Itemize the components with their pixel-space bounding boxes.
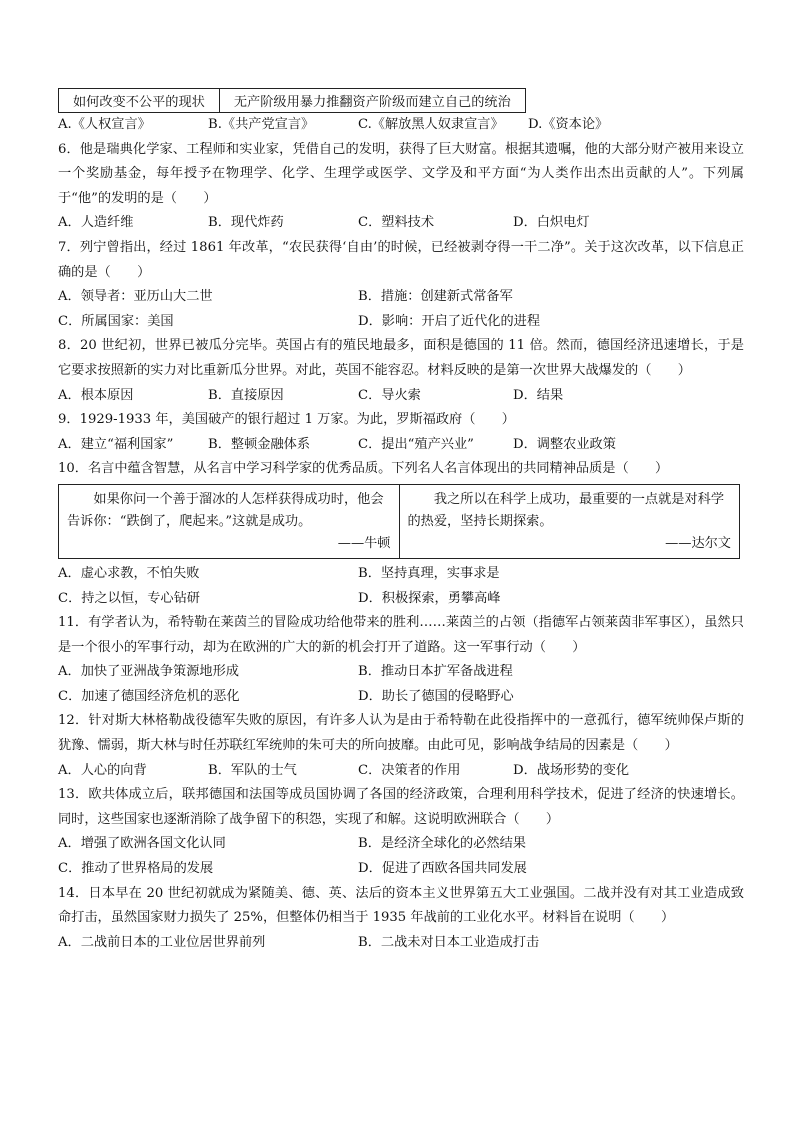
quote-darwin-source: ——达尔文 (665, 535, 731, 551)
q12-option-b[interactable]: B．军队的士气 (208, 762, 297, 778)
q9-stem: 9．1929-1933 年，美国破产的银行超过 1 万家。为此，罗斯福政府（ ） (58, 412, 515, 428)
q7-options-row1 (58, 285, 744, 310)
q6-option-b[interactable]: B．现代炸药 (208, 215, 284, 231)
q5-option-c[interactable]: C.《解放黑人奴隶宣言》 (358, 117, 504, 132)
q13-options-row1 (58, 832, 744, 857)
q11-option-c[interactable]: C．加速了德国经济危机的恶化 (58, 688, 240, 704)
q6-option-d[interactable]: D．白炽电灯 (513, 215, 590, 231)
q12-options (58, 759, 744, 784)
q5-option-a[interactable]: A.《人权宣言》 (58, 117, 151, 132)
q10-stem: 10．名言中蕴含智慧，从名言中学习科学家的优秀品质。下列名人名言体现出的共同精神品质是（ ） (58, 461, 669, 477)
q9-options (58, 433, 744, 458)
goal-table-right-cell: 无产阶级用暴力推翻资产阶级而建立自己的统治 (219, 89, 525, 113)
q13-option-d[interactable]: D．促进了西欧各国共同发展 (358, 861, 527, 877)
q11-options-row2 (58, 685, 744, 710)
goal-table-left-cell: 如何改变不公平的现状 (59, 89, 220, 113)
q13-option-b[interactable]: B．是经济全球化的必然结果 (358, 836, 526, 852)
q8-options (58, 384, 744, 409)
q7-option-b[interactable]: B．措施：创建新式常备军 (358, 289, 513, 305)
q11-option-d[interactable]: D．助长了德国的侵略野心 (358, 688, 514, 704)
q10-option-d[interactable]: D．积极探索，勇攀高峰 (358, 590, 501, 606)
q13-options-row2 (58, 857, 744, 882)
q5-option-d[interactable]: D.《资本论》 (528, 117, 609, 132)
goal-table (58, 88, 526, 113)
q8-option-b[interactable]: B．直接原因 (208, 387, 284, 403)
q8-option-a[interactable]: A．根本原因 (58, 387, 134, 403)
q13-stem: 13．欧共体成立后，联邦德国和法国等成员国协调了各国的经济政策，合理利用科学技术，促进了经济的快速增长。同时，这些国家也逐渐消除了战争留下的积怨，实现了和解。这说明欧洲联合（ ） (58, 787, 744, 827)
q8-stem: 8．20 世纪初，世界已被瓜分完毕。英国占有的殖民地最多，面积是德国的 11 倍。然而，德国经济迅速增长，于是它要求按照新的实力对比重新瓜分世界。对此，英国不能容忍。材料反映的是第一次世界大战爆发的（ ） (58, 338, 744, 378)
quote-newton-source: ——牛顿 (337, 535, 391, 551)
q11-options-row1 (58, 660, 744, 685)
q10-option-a[interactable]: A．虚心求教，不怕失败 (58, 565, 200, 581)
quote-newton-text: 如果你问一个善于溜冰的人怎样获得成功时，他会告诉你：“跌倒了，爬起来。”这就是成功。 (67, 491, 384, 529)
quote-darwin-cell (399, 484, 740, 558)
q12-stem: 12．针对斯大林格勒战役德军失败的原因，有许多人认为是由于希特勒在此役指挥中的一意孤行，德军统帅保卢斯的犹豫、懦弱，斯大林与时任苏联红军统帅的朱可夫的所向披靡。由此可见，影响战争结局的因素是（ ） (58, 713, 744, 754)
q11-option-b[interactable]: B．推动日本扩军备战进程 (358, 664, 513, 680)
q7-option-d[interactable]: D．影响：开启了近代化的进程 (358, 313, 541, 329)
q14-option-b[interactable]: B．二战未对日本工业造成打击 (358, 934, 540, 950)
q7-stem: 7．列宁曾指出，经过 1861 年改革，“农民获得‘自由’的时候，已经被剥夺得一干二净”。关于这次改革，以下信息正确的是（ ） (58, 239, 744, 280)
q10-option-b[interactable]: B．坚持真理，实事求是 (358, 565, 500, 581)
quote-newton-cell (59, 484, 400, 558)
q10-options-row2 (58, 587, 744, 612)
q7-options-row2 (58, 310, 744, 335)
q12-option-d[interactable]: D．战场形势的变化 (513, 762, 630, 778)
q7-option-a[interactable]: A．领导者：亚历山大二世 (58, 289, 213, 305)
q14-stem: 14．日本早在 20 世纪初就成为紧随美、德、英、法后的资本主义世界第五大工业强国。二战并没有对其工业造成致命打击，虽然国家财力损失了 25%，但整体仍相当于 1935 年战前的工业化水平。材料旨在说明（ ） (58, 885, 744, 926)
q10-options-row1 (58, 562, 744, 587)
q6-option-a[interactable]: A．人造纤维 (58, 215, 134, 231)
q5-option-b[interactable]: B.《共产党宣言》 (208, 117, 315, 132)
q6-option-c[interactable]: C．塑料技术 (358, 215, 435, 231)
q12-option-a[interactable]: A．人心的向背 (58, 762, 147, 778)
q6-options (58, 211, 744, 236)
q9-option-d[interactable]: D．调整农业政策 (513, 436, 616, 452)
q11-option-a[interactable]: A．加快了亚洲战争策源地形成 (58, 664, 239, 680)
q13-option-a[interactable]: A．增强了欧洲各国文化认同 (58, 836, 226, 852)
q14-options-row1 (58, 931, 744, 956)
q14-option-a[interactable]: A．二战前日本的工业位居世界前列 (58, 934, 266, 950)
q7-option-c[interactable]: C．所属国家：美国 (58, 313, 174, 329)
q11-stem: 11．有学者认为，希特勒在莱茵兰的冒险成功给他带来的胜利……莱茵兰的占领（指德军占领莱茵非军事区），虽然只是一个很小的军事行动，却为在欧洲的广大的新的机会打开了道路。这一军事行动（ ） (58, 615, 744, 655)
exam-page (58, 88, 744, 955)
q5-options (58, 113, 744, 138)
q9-option-c[interactable]: C．提出“殖产兴业” (358, 436, 474, 452)
q8-option-c[interactable]: C．导火索 (358, 387, 421, 403)
q9-option-a[interactable]: A．建立“福利国家” (58, 436, 174, 452)
quotes-table (58, 484, 740, 559)
q10-option-c[interactable]: C．持之以恒，专心钻研 (58, 590, 200, 606)
quote-darwin-text: 我之所以在科学上成功，最重要的一点就是对科学的热爱，坚持长期探索。 (407, 491, 725, 529)
q8-option-d[interactable]: D．结果 (513, 387, 564, 403)
q12-option-c[interactable]: C．决策者的作用 (358, 762, 461, 778)
q6-stem: 6．他是瑞典化学家、工程师和实业家，凭借自己的发明，获得了巨大财富。根据其遗嘱，他的大部分财产被用来设立一个奖励基金，每年授予在物理学、化学、生理学或医学、文学及和平方面“为人类作出杰出贡献的人”。下列属于“他”的发明的是（ ） (58, 141, 744, 206)
q13-option-c[interactable]: C．推动了世界格局的发展 (58, 861, 214, 877)
q9-option-b[interactable]: B．整顿金融体系 (208, 436, 311, 452)
